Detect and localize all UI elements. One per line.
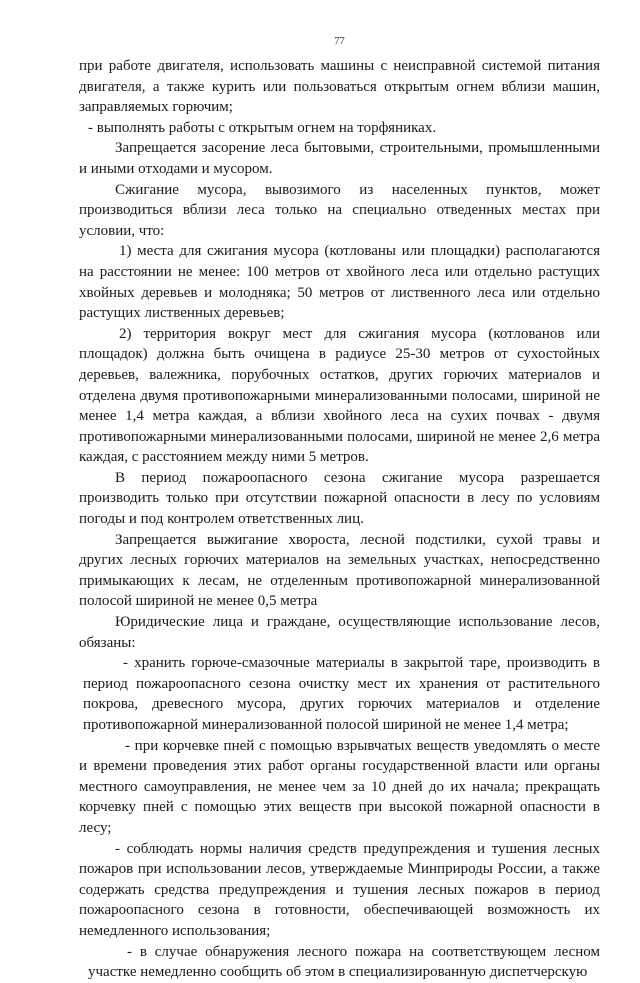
paragraph-condition-1: 1) места для сжигания мусора (котлованы или площадки) располагаются на расстоянии не менее: 100 метров от хвойного леса или отдельно растущих хвойных деревьев и молодняка; 50 метров от лиственного леса или отдельно растущих лиственных деревьев; [79, 243, 600, 322]
paragraph-stump-blasting: - при корчевке пней с помощью взрывчатых веществ уведомлять о месте и времени проведения этих работ органы государственной власти или органы местного самоуправления, не менее чем за 10 дней до их начала; прекращать корчевку пней с помощью этих веществ при высокой пожарной опасности в лесу; [79, 737, 600, 836]
paragraph-fire-season-burning: В период пожароопасного сезона сжигание мусора разрешается производить только при отсутствии пожарной опасности в лесу по условиям погоды и под контролем ответственных лиц. [79, 469, 600, 528]
paragraph-continuation: при работе двигателя, использовать машины с неисправной системой питания двигателя, а также курить или пользоваться открытым огнем вблизи машин, заправляемых горючим; [79, 58, 600, 116]
paragraph-fire-equipment: - соблюдать нормы наличия средств предупреждения и тушения лесных пожаров при использовании лесов, утверждаемые Минприроды России, а также содержать средства предупреждения и тушения лесных пожаров в период пожароопасного сезона в готовности, обеспечивающей возможность их немедленного использования; [79, 840, 600, 939]
paragraph-peat-fire-ban: - выполнять работы с открытым огнем на торфяниках. [88, 119, 437, 136]
page-number: 77 [334, 36, 345, 47]
paragraph-condition-2: 2) территория вокруг мест для сжигания мусора (котлованов или площадок) должна быть очищена в радиусе 25-30 метров от сухостойных деревьев, валежника, порубочных остатков, других горючих материалов и отделена двумя противопожарными минерализованными полосами, шириной не менее 1,4 метра каждая, а вблизи хвойного леса на сухих почвах - двумя противопожарными минерализованными полосами, шириной не менее 2,6 метра каждая, с расстоянием между ними 5 метров. [79, 325, 600, 466]
paragraph-waste-burning-conditions: Сжигание мусора, вывозимого из населенных пунктов, может производиться вблизи леса только на специально отведенных местах при условии, что: [79, 181, 600, 239]
paragraph-fuel-storage: - хранить горюче-смазочные материалы в закрытой таре, производить в период пожароопасного сезона очистку мест их хранения от растительного покрова, древесного мусора, других горючих материалов и отделение противопожарной минерализованной полосой шириной не менее 1,4 метра; [83, 655, 600, 733]
paragraph-fire-reporting: - в случае обнаружения лесного пожара на соответствующем лесном участке немедленно сообщить об этом в специализированную диспетчерскую [88, 943, 600, 981]
paragraph-obligations-intro: Юридические лица и граждане, осуществляющие использование лесов, обязаны: [79, 614, 600, 651]
paragraph-brushwood-burning-ban: Запрещается выжигание хвороста, лесной подстилки, сухой травы и других лесных горючих материалов на земельных участках, непосредственно примыкающих к лесам, не отделенным противопожарной минерализованной полосой шириной не менее 0,5 метра [79, 531, 600, 610]
paragraph-waste-ban: Запрещается засорение леса бытовыми, строительными, промышленными и иными отходами и мусором. [79, 140, 600, 177]
